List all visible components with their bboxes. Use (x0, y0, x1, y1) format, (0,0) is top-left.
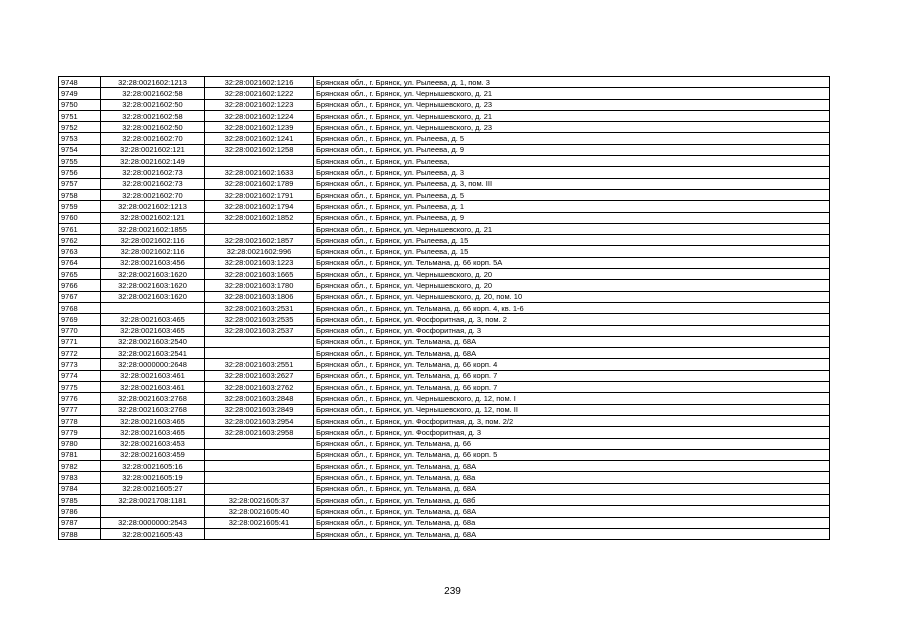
row-number-cell: 9751 (59, 110, 101, 121)
object-cadastral-number-cell: 32:28:0021603:2849 (205, 404, 314, 415)
table-row (59, 99, 830, 110)
object-cadastral-number-cell: 32:28:0021603:2531 (205, 302, 314, 313)
object-cadastral-number-cell: 32:28:0021603:2848 (205, 393, 314, 404)
land-cadastral-number-cell: 32:28:0021603:2540 (101, 336, 205, 347)
table-row (59, 517, 830, 528)
land-cadastral-number-cell: 32:28:0021602:1213 (101, 77, 205, 88)
address-cell: Брянская обл., г. Брянск, ул. Фосфоритная, д. 3, пом. 2/2 (314, 415, 830, 426)
address-cell: Брянская обл., г. Брянск, ул. Тельмана, д. 66 корп. 5А (314, 257, 830, 268)
row-number-cell: 9764 (59, 257, 101, 268)
address-cell: Брянская обл., г. Брянск, ул. Рылеева, д. 9 (314, 144, 830, 155)
object-cadastral-number-cell: 32:28:0021603:2535 (205, 314, 314, 325)
table-row (59, 235, 830, 246)
address-cell: Брянская обл., г. Брянск, ул. Тельмана, д. 68а (314, 517, 830, 528)
object-cadastral-number-cell: 32:28:0021603:2537 (205, 325, 314, 336)
object-cadastral-number-cell: 32:28:0021603:2762 (205, 382, 314, 393)
table-row (59, 77, 830, 88)
address-cell: Брянская обл., г. Брянск, ул. Чернышевского, д. 20 (314, 269, 830, 280)
address-cell: Брянская обл., г. Брянск, ул. Рылеева, д. 3 (314, 167, 830, 178)
object-cadastral-number-cell: 32:28:0021605:40 (205, 506, 314, 517)
table-row (59, 494, 830, 505)
land-cadastral-number-cell: 32:28:0021605:43 (101, 528, 205, 539)
object-cadastral-number-cell: 32:28:0021602:1241 (205, 133, 314, 144)
land-cadastral-number-cell: 32:28:0021602:1213 (101, 201, 205, 212)
address-cell: Брянская обл., г. Брянск, ул. Фосфоритная, д. 3 (314, 427, 830, 438)
object-cadastral-number-cell: 32:28:0021603:2627 (205, 370, 314, 381)
table-row (59, 449, 830, 460)
row-number-cell: 9776 (59, 393, 101, 404)
land-cadastral-number-cell: 32:28:0021603:453 (101, 438, 205, 449)
row-number-cell: 9771 (59, 336, 101, 347)
land-cadastral-number-cell: 32:28:0021603:2768 (101, 393, 205, 404)
land-cadastral-number-cell: 32:28:0021602:70 (101, 189, 205, 200)
address-cell: Брянская обл., г. Брянск, ул. Тельмана, д. 66 корп. 4, кв. 1-6 (314, 302, 830, 313)
address-cell: Брянская обл., г. Брянск, ул. Тельмана, д. 68А (314, 348, 830, 359)
land-cadastral-number-cell: 32:28:0021603:1620 (101, 269, 205, 280)
object-cadastral-number-cell: 32:28:0021602:1258 (205, 144, 314, 155)
row-number-cell: 9779 (59, 427, 101, 438)
address-cell: Брянская обл., г. Брянск, ул. Рылеева, д. 1, пом. 3 (314, 77, 830, 88)
land-cadastral-number-cell (101, 506, 205, 517)
address-cell: Брянская обл., г. Брянск, ул. Рылеева, д. 3, пом. III (314, 178, 830, 189)
row-number-cell: 9761 (59, 223, 101, 234)
table-row (59, 348, 830, 359)
land-cadastral-number-cell: 32:28:0021603:1620 (101, 291, 205, 302)
row-number-cell: 9788 (59, 528, 101, 539)
address-cell: Брянская обл., г. Брянск, ул. Фосфоритная, д. 3 (314, 325, 830, 336)
row-number-cell: 9783 (59, 472, 101, 483)
land-cadastral-number-cell: 32:28:0021602:1855 (101, 223, 205, 234)
row-number-cell: 9766 (59, 280, 101, 291)
table-row (59, 280, 830, 291)
row-number-cell: 9780 (59, 438, 101, 449)
land-cadastral-number-cell: 32:28:0021602:121 (101, 144, 205, 155)
land-cadastral-number-cell: 32:28:0021602:149 (101, 156, 205, 167)
object-cadastral-number-cell (205, 461, 314, 472)
land-cadastral-number-cell: 32:28:0021603:1620 (101, 280, 205, 291)
object-cadastral-number-cell: 32:28:0021602:1791 (205, 189, 314, 200)
land-cadastral-number-cell: 32:28:0021708:1181 (101, 494, 205, 505)
address-cell: Брянская обл., г. Брянск, ул. Тельмана, д. 68А (314, 528, 830, 539)
row-number-cell: 9753 (59, 133, 101, 144)
table-row (59, 88, 830, 99)
land-cadastral-number-cell: 32:28:0021602:70 (101, 133, 205, 144)
table-row (59, 257, 830, 268)
row-number-cell: 9768 (59, 302, 101, 313)
row-number-cell: 9784 (59, 483, 101, 494)
land-cadastral-number-cell: 32:28:0021602:58 (101, 110, 205, 121)
table-row (59, 336, 830, 347)
land-cadastral-number-cell: 32:28:0021602:50 (101, 99, 205, 110)
row-number-cell: 9777 (59, 404, 101, 415)
address-cell: Брянская обл., г. Брянск, ул. Тельмана, д. 66 корп. 7 (314, 370, 830, 381)
table-row (59, 382, 830, 393)
object-cadastral-number-cell: 32:28:0021602:1222 (205, 88, 314, 99)
table-row (59, 110, 830, 121)
land-cadastral-number-cell: 32:28:0021602:116 (101, 246, 205, 257)
land-cadastral-number-cell: 32:28:0021603:461 (101, 382, 205, 393)
row-number-cell: 9786 (59, 506, 101, 517)
address-cell: Брянская обл., г. Брянск, ул. Рылеева, д. 5 (314, 189, 830, 200)
row-number-cell: 9760 (59, 212, 101, 223)
table-row (59, 404, 830, 415)
row-number-cell: 9754 (59, 144, 101, 155)
row-number-cell: 9774 (59, 370, 101, 381)
row-number-cell: 9757 (59, 178, 101, 189)
land-cadastral-number-cell: 32:28:0000000:2648 (101, 359, 205, 370)
address-cell: Брянская обл., г. Брянск, ул. Тельмана, д. 68а (314, 472, 830, 483)
address-cell: Брянская обл., г. Брянск, ул. Чернышевского, д. 23 (314, 99, 830, 110)
row-number-cell: 9787 (59, 517, 101, 528)
row-number-cell: 9756 (59, 167, 101, 178)
land-cadastral-number-cell: 32:28:0021602:116 (101, 235, 205, 246)
land-cadastral-number-cell: 32:28:0021603:465 (101, 325, 205, 336)
row-number-cell: 9769 (59, 314, 101, 325)
table-row (59, 472, 830, 483)
object-cadastral-number-cell: 32:28:0021603:2958 (205, 427, 314, 438)
land-cadastral-number-cell: 32:28:0021603:465 (101, 427, 205, 438)
table-row (59, 246, 830, 257)
address-cell: Брянская обл., г. Брянск, ул. Тельмана, д. 68А (314, 461, 830, 472)
object-cadastral-number-cell: 32:28:0021605:37 (205, 494, 314, 505)
address-cell: Брянская обл., г. Брянск, ул. Рылеева, д. 1 (314, 201, 830, 212)
row-number-cell: 9759 (59, 201, 101, 212)
row-number-cell: 9782 (59, 461, 101, 472)
table-row (59, 156, 830, 167)
land-cadastral-number-cell: 32:28:0021602:50 (101, 122, 205, 133)
table-row (59, 314, 830, 325)
object-cadastral-number-cell: 32:28:0021603:1665 (205, 269, 314, 280)
land-cadastral-number-cell: 32:28:0021603:2541 (101, 348, 205, 359)
table-row (59, 506, 830, 517)
object-cadastral-number-cell: 32:28:0021602:1223 (205, 99, 314, 110)
row-number-cell: 9762 (59, 235, 101, 246)
row-number-cell: 9772 (59, 348, 101, 359)
row-number-cell: 9778 (59, 415, 101, 426)
table-row (59, 223, 830, 234)
table-row (59, 393, 830, 404)
land-cadastral-number-cell: 32:28:0021602:58 (101, 88, 205, 99)
address-cell: Брянская обл., г. Брянск, ул. Рылеева, (314, 156, 830, 167)
address-cell: Брянская обл., г. Брянск, ул. Чернышевского, д. 12, пом. I (314, 393, 830, 404)
address-cell: Брянская обл., г. Брянск, ул. Тельмана, д. 68б (314, 494, 830, 505)
table-row (59, 427, 830, 438)
row-number-cell: 9767 (59, 291, 101, 302)
row-number-cell: 9750 (59, 99, 101, 110)
table-row (59, 291, 830, 302)
address-cell: Брянская обл., г. Брянск, ул. Рылеева, д. 5 (314, 133, 830, 144)
address-cell: Брянская обл., г. Брянск, ул. Тельмана, д. 66 (314, 438, 830, 449)
land-cadastral-number-cell: 32:28:0000000:2543 (101, 517, 205, 528)
land-cadastral-number-cell: 32:28:0021603:461 (101, 370, 205, 381)
object-cadastral-number-cell: 32:28:0021602:1633 (205, 167, 314, 178)
table-row (59, 133, 830, 144)
object-cadastral-number-cell: 32:28:0021602:1789 (205, 178, 314, 189)
object-cadastral-number-cell (205, 449, 314, 460)
land-cadastral-number-cell: 32:28:0021603:2768 (101, 404, 205, 415)
table-row (59, 438, 830, 449)
address-cell: Брянская обл., г. Брянск, ул. Тельмана, д. 66 корп. 7 (314, 382, 830, 393)
object-cadastral-number-cell: 32:28:0021602:1794 (205, 201, 314, 212)
address-cell: Брянская обл., г. Брянск, ул. Рылеева, д. 15 (314, 235, 830, 246)
table-row (59, 359, 830, 370)
row-number-cell: 9770 (59, 325, 101, 336)
page-number: 239 (444, 586, 461, 597)
object-cadastral-number-cell: 32:28:0021605:41 (205, 517, 314, 528)
object-cadastral-number-cell (205, 483, 314, 494)
row-number-cell: 9785 (59, 494, 101, 505)
object-cadastral-number-cell: 32:28:0021602:1216 (205, 77, 314, 88)
address-cell: Брянская обл., г. Брянск, ул. Тельмана, д. 66 корп. 4 (314, 359, 830, 370)
address-cell: Брянская обл., г. Брянск, ул. Рылеева, д. 9 (314, 212, 830, 223)
land-cadastral-number-cell: 32:28:0021605:27 (101, 483, 205, 494)
address-cell: Брянская обл., г. Брянск, ул. Тельмана, д. 66 корп. 5 (314, 449, 830, 460)
address-cell: Брянская обл., г. Брянск, ул. Чернышевского, д. 23 (314, 122, 830, 133)
table-row (59, 189, 830, 200)
table-row (59, 201, 830, 212)
row-number-cell: 9758 (59, 189, 101, 200)
object-cadastral-number-cell: 32:28:0021602:1852 (205, 212, 314, 223)
object-cadastral-number-cell (205, 528, 314, 539)
object-cadastral-number-cell (205, 438, 314, 449)
object-cadastral-number-cell: 32:28:0021602:1857 (205, 235, 314, 246)
object-cadastral-number-cell (205, 156, 314, 167)
registry-table (58, 76, 830, 540)
table-row (59, 122, 830, 133)
land-cadastral-number-cell: 32:28:0021605:16 (101, 461, 205, 472)
address-cell: Брянская обл., г. Брянск, ул. Чернышевского, д. 21 (314, 223, 830, 234)
object-cadastral-number-cell: 32:28:0021602:1224 (205, 110, 314, 121)
table-row (59, 302, 830, 313)
table-row (59, 212, 830, 223)
object-cadastral-number-cell (205, 348, 314, 359)
row-number-cell: 9752 (59, 122, 101, 133)
address-cell: Брянская обл., г. Брянск, ул. Чернышевского, д. 20 (314, 280, 830, 291)
table-row (59, 483, 830, 494)
table-row (59, 528, 830, 539)
land-cadastral-number-cell: 32:28:0021603:465 (101, 314, 205, 325)
table-row (59, 178, 830, 189)
row-number-cell: 9748 (59, 77, 101, 88)
address-cell: Брянская обл., г. Брянск, ул. Чернышевского, д. 21 (314, 110, 830, 121)
object-cadastral-number-cell: 32:28:0021603:1223 (205, 257, 314, 268)
table-row (59, 167, 830, 178)
land-cadastral-number-cell: 32:28:0021603:465 (101, 415, 205, 426)
object-cadastral-number-cell: 32:28:0021603:1806 (205, 291, 314, 302)
object-cadastral-number-cell: 32:28:0021603:1780 (205, 280, 314, 291)
address-cell: Брянская обл., г. Брянск, ул. Чернышевского, д. 20, пом. 10 (314, 291, 830, 302)
object-cadastral-number-cell (205, 472, 314, 483)
land-cadastral-number-cell (101, 302, 205, 313)
land-cadastral-number-cell: 32:28:0021602:121 (101, 212, 205, 223)
land-cadastral-number-cell: 32:28:0021603:459 (101, 449, 205, 460)
table-row (59, 325, 830, 336)
row-number-cell: 9781 (59, 449, 101, 460)
address-cell: Брянская обл., г. Брянск, ул. Тельмана, д. 68А (314, 336, 830, 347)
row-number-cell: 9775 (59, 382, 101, 393)
land-cadastral-number-cell: 32:28:0021603:456 (101, 257, 205, 268)
land-cadastral-number-cell: 32:28:0021602:73 (101, 178, 205, 189)
table-row (59, 269, 830, 280)
land-cadastral-number-cell: 32:28:0021602:73 (101, 167, 205, 178)
address-cell: Брянская обл., г. Брянск, ул. Чернышевского, д. 21 (314, 88, 830, 99)
registry-table-body (59, 77, 830, 540)
address-cell: Брянская обл., г. Брянск, ул. Тельмана, д. 68А (314, 483, 830, 494)
row-number-cell: 9773 (59, 359, 101, 370)
address-cell: Брянская обл., г. Брянск, ул. Фосфоритная, д. 3, пом. 2 (314, 314, 830, 325)
object-cadastral-number-cell: 32:28:0021603:2954 (205, 415, 314, 426)
row-number-cell: 9763 (59, 246, 101, 257)
table-row (59, 415, 830, 426)
address-cell: Брянская обл., г. Брянск, ул. Чернышевского, д. 12, пом. II (314, 404, 830, 415)
table-row (59, 144, 830, 155)
object-cadastral-number-cell (205, 223, 314, 234)
land-cadastral-number-cell: 32:28:0021605:19 (101, 472, 205, 483)
object-cadastral-number-cell (205, 336, 314, 347)
row-number-cell: 9755 (59, 156, 101, 167)
address-cell: Брянская обл., г. Брянск, ул. Рылеева, д. 15 (314, 246, 830, 257)
object-cadastral-number-cell: 32:28:0021602:1239 (205, 122, 314, 133)
row-number-cell: 9749 (59, 88, 101, 99)
object-cadastral-number-cell: 32:28:0021602:996 (205, 246, 314, 257)
table-row (59, 370, 830, 381)
table-row (59, 461, 830, 472)
object-cadastral-number-cell: 32:28:0021603:2551 (205, 359, 314, 370)
row-number-cell: 9765 (59, 269, 101, 280)
address-cell: Брянская обл., г. Брянск, ул. Тельмана, д. 68А (314, 506, 830, 517)
